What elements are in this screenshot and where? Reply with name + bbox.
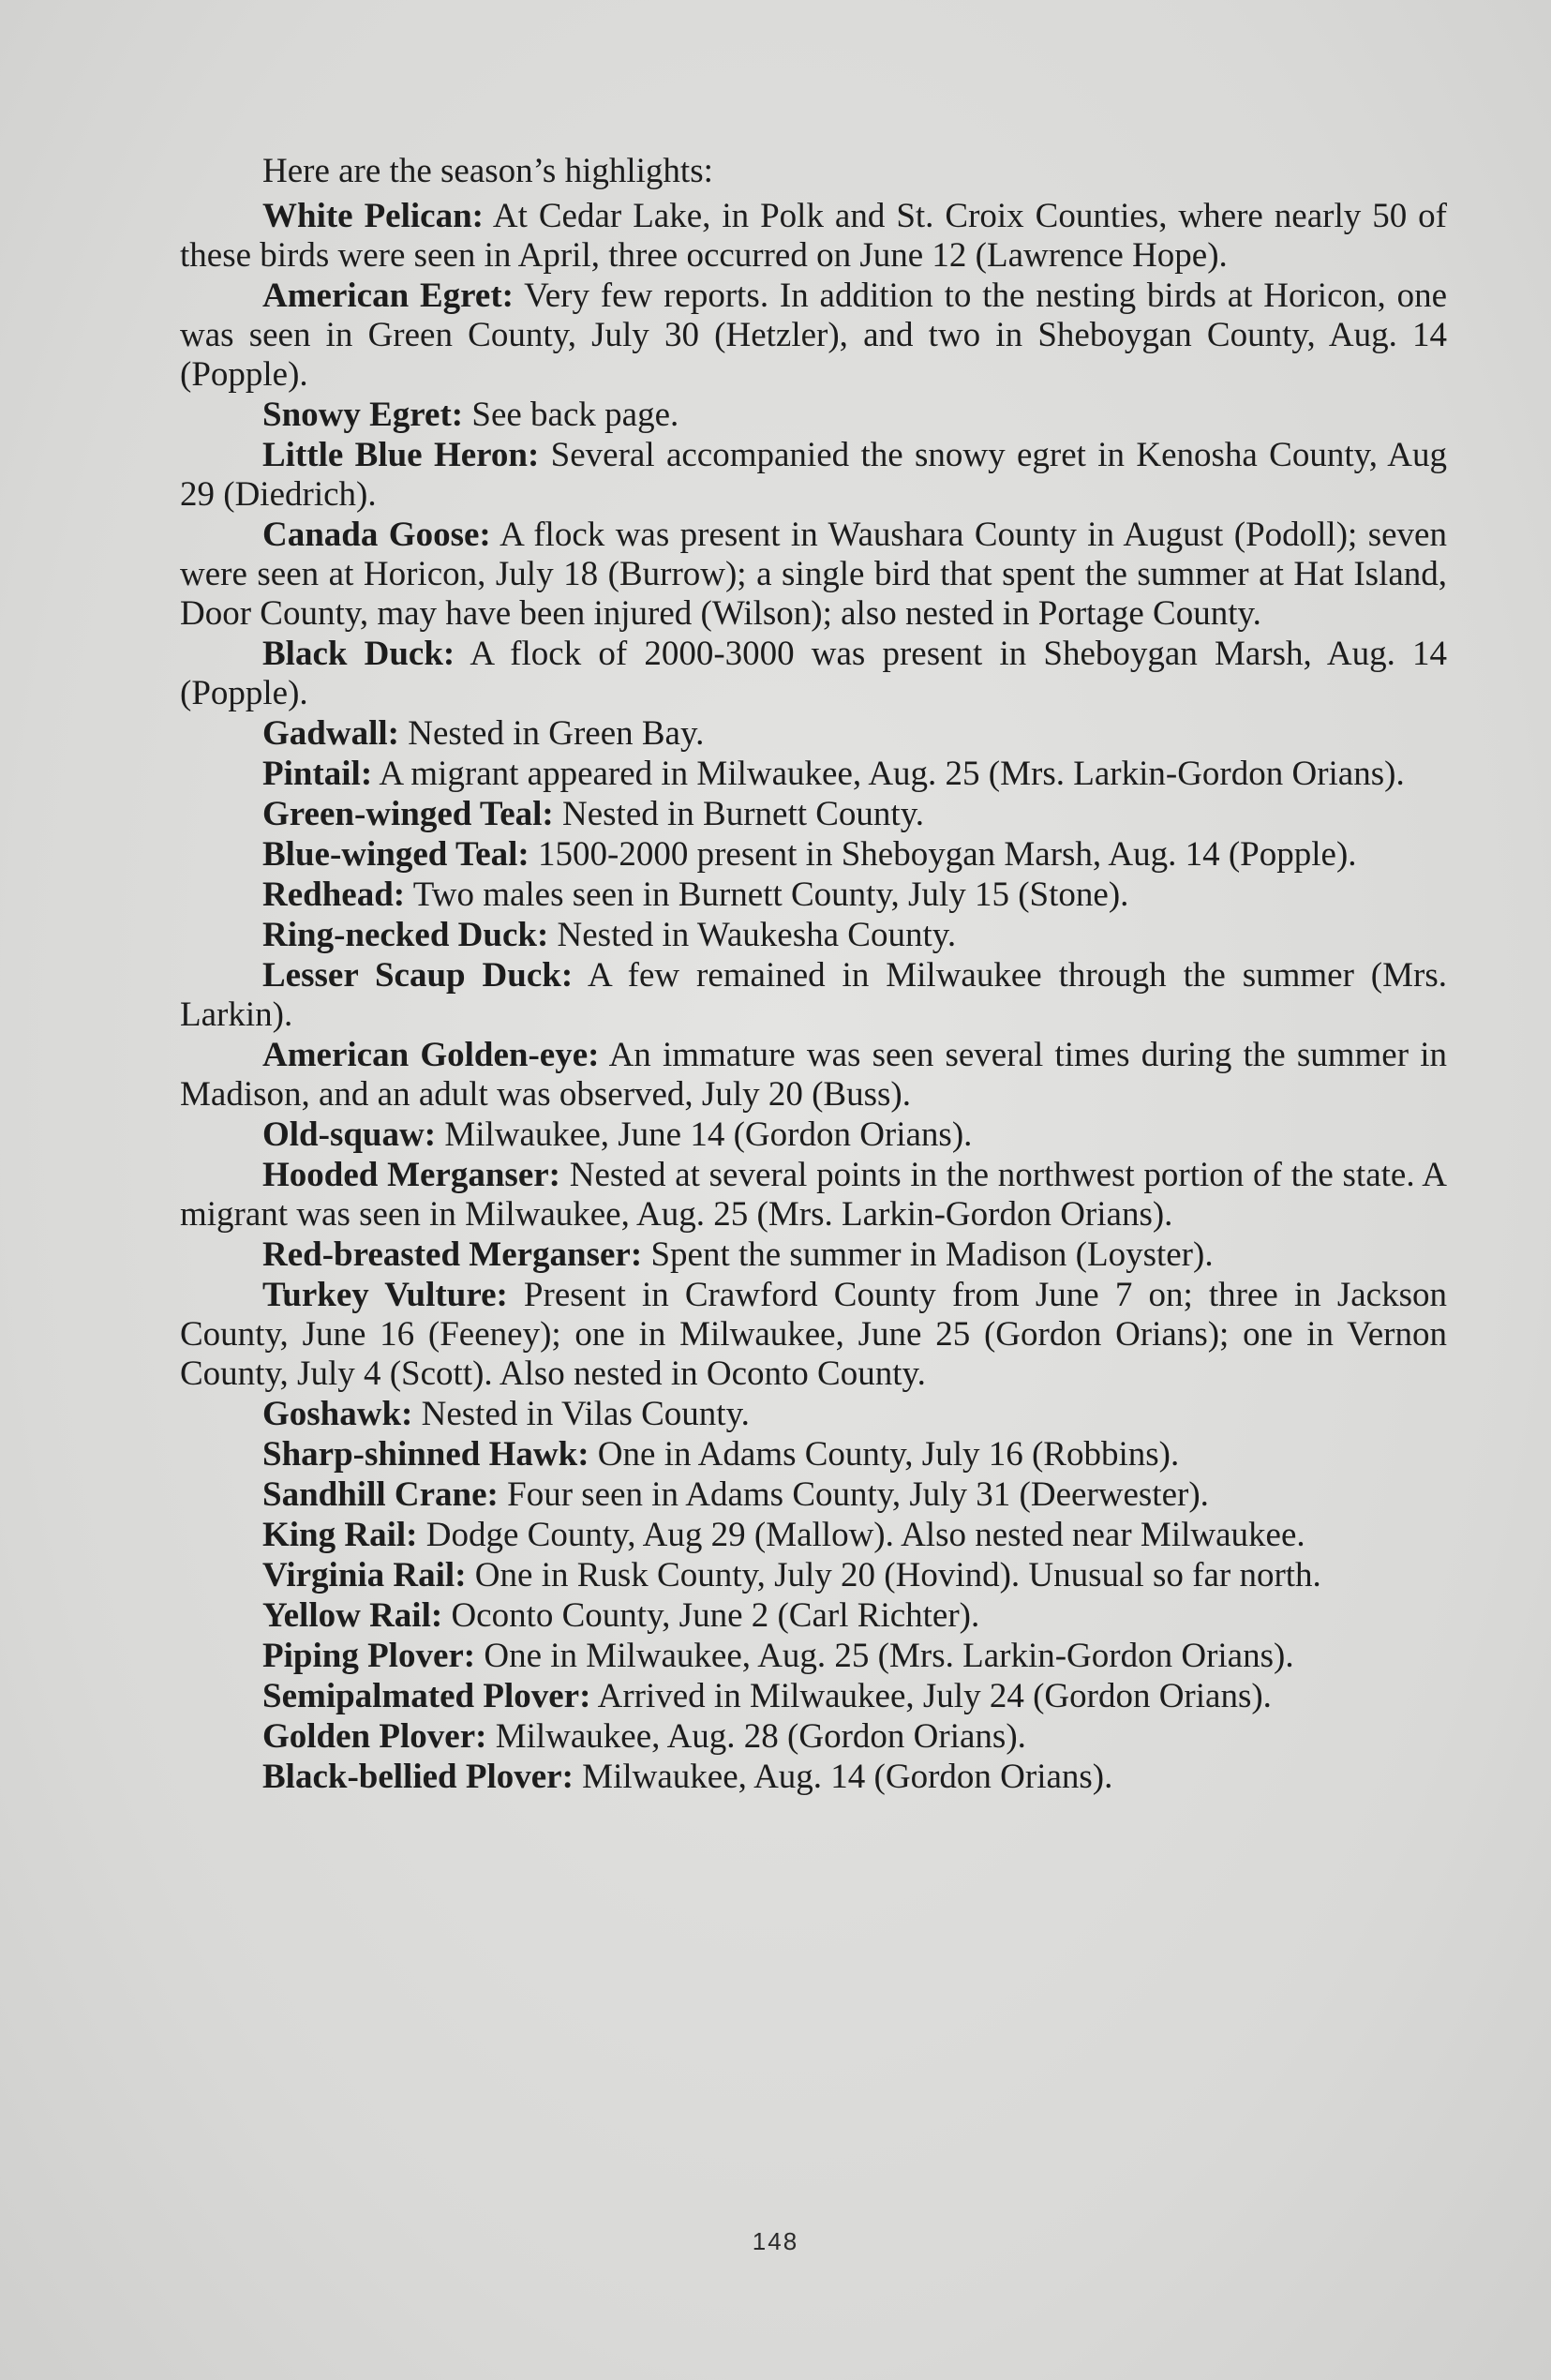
species-name: Virginia Rail: <box>262 1556 467 1594</box>
species-entry <box>180 755 1447 794</box>
species-name: American Egret: <box>262 277 514 315</box>
species-entry <box>180 1596 1447 1636</box>
species-name: Canada Goose: <box>262 516 491 554</box>
species-note: One in Adams County, July 16 (Robbins). <box>589 1435 1180 1474</box>
species-name: Sharp-shinned Hawk: <box>262 1435 589 1474</box>
species-entry <box>180 835 1447 875</box>
species-note: Oconto County, June 2 (Carl Richter). <box>442 1596 980 1635</box>
species-name: Red-breasted Merganser: <box>262 1235 643 1274</box>
species-entry <box>180 1677 1447 1716</box>
species-note: Milwaukee, June 14 (Gordon Orians). <box>436 1115 973 1154</box>
species-name: Ring-necked Duck: <box>262 916 549 954</box>
species-name: Turkey Vulture: <box>262 1276 508 1314</box>
species-note: Nested at several points in the northwest portion of the state. A migrant was seen in Milwaukee, Aug. 25 (Mrs. Larkin-Gordon Orians). <box>180 1156 1447 1234</box>
species-note: A few remained in Milwaukee through the summer (Mrs. Larkin). <box>180 956 1447 1034</box>
intro-text: Here are the season’s highlights: <box>262 152 713 190</box>
species-note: A migrant appeared in Milwaukee, Aug. 25 (Mrs. Larkin-Gordon Orians). <box>372 755 1405 793</box>
species-name: Yellow Rail: <box>262 1596 443 1635</box>
species-entry <box>180 1758 1447 1797</box>
species-note: Milwaukee, Aug. 14 (Gordon Orians). <box>573 1758 1113 1796</box>
species-note: Very few reports. In addition to the nesting birds at Horicon, one was seen in Green County, July 30 (Hetzler), and two in Sheboygan County, Aug. 14 (Popple). <box>180 277 1447 394</box>
species-entry <box>180 1115 1447 1155</box>
species-entry <box>180 436 1447 515</box>
species-note: One in Rusk County, July 20 (Hovind). Unusual so far north. <box>466 1556 1321 1594</box>
species-note: One in Milwaukee, Aug. 25 (Mrs. Larkin-Gordon Orians). <box>475 1637 1294 1675</box>
species-note: Spent the summer in Madison (Loyster). <box>642 1235 1214 1274</box>
species-entry <box>180 1395 1447 1434</box>
species-entry <box>180 1156 1447 1235</box>
species-name: White Pelican: <box>262 197 484 235</box>
species-note: Four seen in Adams County, July 31 (Deerwester). <box>498 1475 1209 1514</box>
species-note: A flock was present in Waushara County in August (Podoll); seven were seen at Horicon, July 18 (Burrow); a single bird that spent the summer at Hat Island, Door County, may have been injured (Wilson); also nested in Portage County. <box>180 516 1447 633</box>
species-name: Little Blue Heron: <box>262 436 540 474</box>
species-entry <box>180 876 1447 915</box>
species-entry <box>180 1435 1447 1474</box>
species-entry <box>180 1276 1447 1394</box>
species-note: Present in Crawford County from June 7 on; three in Jackson County, June 16 (Feeney); one in Milwaukee, June 25 (Gordon Orians); one in Vernon County, July 4 (Scott). Also nested in Oconto County. <box>180 1276 1447 1393</box>
species-name: Redhead: <box>262 876 406 914</box>
species-name: Hooded Merganser: <box>262 1156 560 1194</box>
species-name: Golden Plover: <box>262 1717 487 1756</box>
species-entry <box>180 1235 1447 1275</box>
species-note: An immature was seen several times during the summer in Madison, and an adult was observed, July 20 (Buss). <box>180 1036 1447 1114</box>
species-entry <box>180 1637 1447 1676</box>
species-note: Nested in Vilas County. <box>412 1395 750 1433</box>
species-name: American Golden-eye: <box>262 1036 600 1074</box>
species-entry <box>180 1475 1447 1515</box>
species-note: See back page. <box>463 396 679 434</box>
species-note: Milwaukee, Aug. 28 (Gordon Orians). <box>486 1717 1026 1756</box>
species-list <box>180 197 1447 1797</box>
species-entry <box>180 277 1447 395</box>
page-number: 148 <box>752 2227 799 2255</box>
species-name: Black-bellied Plover: <box>262 1758 574 1796</box>
species-name: Lesser Scaup Duck: <box>262 956 574 995</box>
species-name: Blue-winged Teal: <box>262 835 529 874</box>
species-note: 1500-2000 present in Sheboygan Marsh, Aug. 14 (Popple). <box>529 835 1357 874</box>
species-name: Goshawk: <box>262 1395 413 1433</box>
species-entry <box>180 956 1447 1035</box>
species-note: Two males seen in Burnett County, July 15 (Stone). <box>405 876 1129 914</box>
species-note: A flock of 2000-3000 was present in Sheboygan Marsh, Aug. 14 (Popple). <box>180 635 1447 712</box>
highlights-section <box>180 152 1447 1798</box>
species-name: Old-squaw: <box>262 1115 437 1154</box>
species-entry <box>180 1556 1447 1595</box>
species-note: Dodge County, Aug 29 (Mallow). Also nested near Milwaukee. <box>417 1516 1305 1554</box>
species-entry <box>180 1717 1447 1757</box>
species-entry <box>180 396 1447 435</box>
species-entry <box>180 1036 1447 1115</box>
species-name: Sandhill Crane: <box>262 1475 499 1514</box>
species-entry <box>180 516 1447 634</box>
species-note: Arrived in Milwaukee, July 24 (Gordon Orians). <box>590 1677 1272 1715</box>
species-note: Nested in Waukesha County. <box>548 916 957 954</box>
species-entry <box>180 916 1447 955</box>
species-name: Snowy Egret: <box>262 396 464 434</box>
species-entry <box>180 197 1447 276</box>
species-name: Piping Plover: <box>262 1637 476 1675</box>
species-name: King Rail: <box>262 1516 418 1554</box>
species-note: Several accompanied the snowy egret in Kenosha County, Aug 29 (Diedrich). <box>180 436 1447 514</box>
species-entry <box>180 795 1447 834</box>
species-note: Nested in Green Bay. <box>398 714 705 753</box>
species-name: Semipalmated Plover: <box>262 1677 591 1715</box>
species-entry <box>180 714 1447 754</box>
species-name: Pintail: <box>262 755 373 793</box>
species-note: At Cedar Lake, in Polk and St. Croix Counties, where nearly 50 of these birds were seen in April, three occurred on June 12 (Lawrence Hope). <box>180 197 1447 275</box>
species-name: Gadwall: <box>262 714 399 753</box>
species-entry <box>180 635 1447 713</box>
species-entry <box>180 1516 1447 1555</box>
species-name: Black Duck: <box>262 635 455 673</box>
species-note: Nested in Burnett County. <box>553 795 925 833</box>
species-name: Green-winged Teal: <box>262 795 554 833</box>
